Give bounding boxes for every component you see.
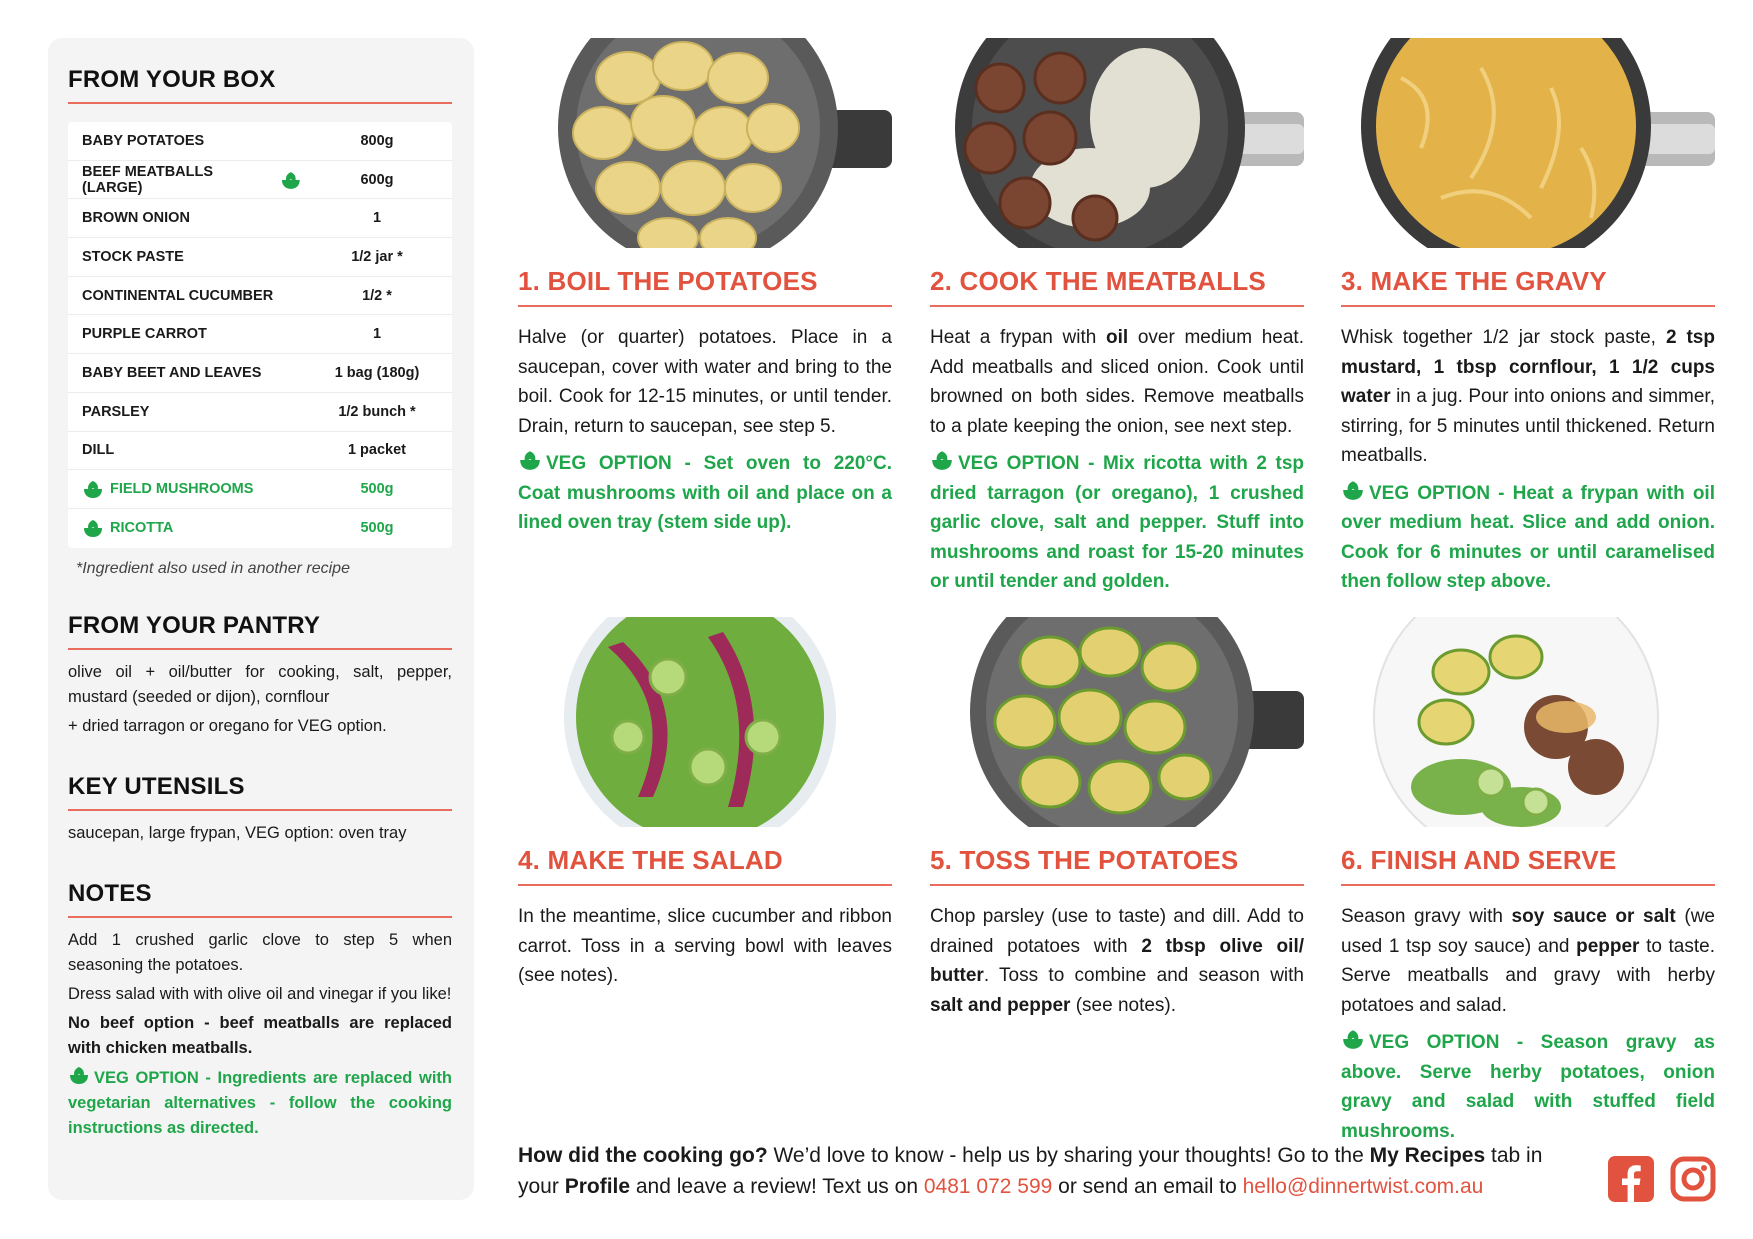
table-row [68,277,452,316]
ingredient-qty: 1/2 jar * [351,248,403,265]
table-row [68,354,452,393]
step-1 [518,38,892,538]
veg-leaf-icon [82,479,104,499]
step-2-veg-text: VEG OPTION - Mix ricotta with 2 tsp dried tarragon (or oregano), 1 crushed garlic clove, salt and pepper. Stuff into mushrooms and roast for 15-20 minutes or until tender and golden. [930,453,1304,592]
step-5-text-a: Chop parsley (use to taste) and dill. Add to drained potatoes with [930,906,1304,957]
step-6-text-c: (we used 1 tsp soy sauce) and [1341,906,1715,957]
table-row [68,509,452,548]
notes-section [68,880,452,1141]
ingredient-name: BABY BEET AND LEAVES [82,364,262,381]
pantry-text: olive oil + oil/butter for cooking, salt, pepper, mustard (seeded or dijon), cornflour [68,662,452,706]
step-1-text: Halve (or quarter) potatoes. Place in a saucepan, cover with water and bring to the boil. Cook for 12-15 minutes, or until tender. Drain, return to saucepan, see step 5. [518,327,892,437]
step-4-title: 4. MAKE THE SALAD [518,845,892,886]
step-2-text-c: over medium heat. Add meatballs and sliced onion. Cook until browned on both sides. Remove meatballs to a plate keeping the onion, see next step. [930,327,1304,437]
step-4 [518,617,892,991]
from-your-pantry-heading: FROM YOUR PANTRY [68,612,452,650]
veg-leaf-icon [280,170,302,190]
pantry-veg-text: + dried tarragon or oregano for VEG option. [68,716,387,735]
table-row [68,238,452,277]
ingredient-qty: 1 bag (180g) [334,364,420,381]
table-row [68,470,452,509]
table-row [68,161,452,200]
feedback-text-1: We’d love to know - help us by sharing your thoughts! Go to the [767,1144,1370,1167]
feedback-text-2: tab in your [518,1144,1543,1198]
step-3-veg-text: VEG OPTION - Heat a frypan with oil over medium heat. Slice and add onion. Cook for 6 minutes or until caramelised then follow step above. [1341,482,1715,592]
step-6-text [1341,902,1715,1020]
note-veg [68,1065,452,1141]
veg-leaf-icon [82,518,104,538]
table-row [68,315,452,354]
step-6-text-e: to taste. Serve meatballs and gravy with herby potatoes and salad. [1341,935,1715,1016]
step-2-text-a: Heat a frypan with [930,327,1106,348]
facebook-icon[interactable] [1608,1156,1654,1202]
veg-leaf-icon [68,1065,90,1085]
step-1-title: 1. BOIL THE POTATOES [518,266,892,307]
phone-link[interactable]: 0481 072 599 [923,1175,1053,1198]
ingredient-qty: 600g [360,171,394,188]
ingredient-name: PURPLE CARROT [82,326,207,343]
step-5-text-e: (see notes). [1070,994,1177,1016]
step-5-text-c: . Toss to combine and season with [983,965,1304,986]
step-3-text-c: in a jug. Pour into onions and simmer, stirring, for 5 minutes until thickened. Return meatballs. [1341,386,1715,466]
ingredient-qty: 1/2 bunch * [338,403,416,420]
ingredient-name: STOCK PASTE [82,248,184,265]
step-3-text-b: 2 tsp mustard, 1 tbsp cornflour, 1 1/2 cups water [1341,327,1715,407]
step-4-text: In the meantime, slice cucumber and ribbon carrot. Toss in a serving bowl with leaves (see notes). [518,906,892,986]
profile-link[interactable]: Profile [564,1175,631,1198]
step-3-title: 3. MAKE THE GRAVY [1341,266,1715,307]
note-dressing: Dress salad with with olive oil and vinegar if you like! [68,984,452,1003]
ingredient-qty: 800g [360,132,394,149]
step-3-text-a: Whisk together 1/2 jar stock paste, [1341,327,1666,348]
step-3-text [1341,323,1715,471]
veg-leaf-icon [930,449,954,471]
step-6 [1341,617,1715,1146]
step-5-title: 5. TOSS THE POTATOES [930,845,1304,886]
ingredient-name: RICOTTA [110,520,174,537]
utensils-text: saucepan, large frypan, VEG option: oven tray [68,823,407,842]
utensils-section [68,773,452,846]
step-5 [930,617,1304,1020]
step-5-text [930,902,1304,1020]
gravy-pan-image [1341,38,1715,248]
step-5-text-d: salt and pepper [930,994,1071,1016]
step-6-text-a: Season gravy with [1341,906,1512,927]
ingredient-name: PARSLEY [82,403,150,420]
ingredient-qty: 1 [372,210,382,227]
step-5-text-b: 2 tbsp olive oil/ butter [930,935,1304,986]
ingredient-qty: 1/2 * [362,287,392,304]
ingredient-name: FIELD MUSHROOMS [110,481,254,498]
note-garlic: Add 1 crushed garlic clove to step 5 when seasoning the potatoes. [68,930,452,974]
step-2-text [930,323,1304,441]
table-row [68,122,452,161]
footnote: *Ingredient also used in another recipe [76,559,350,577]
salad-bowl-image [518,617,892,827]
ingredient-name: BROWN ONION [82,210,190,227]
note-veg-text: VEG OPTION - Ingredients are replaced with vegetarian alternatives - follow the cooking instructions as directed. [68,1068,452,1137]
step-6-text-b: soy sauce or salt [1511,906,1676,927]
note-no-beef: No beef option - beef meatballs are replaced with chicken meatballs. [68,1013,452,1057]
step-2-text-b: oil [1106,327,1129,348]
boiled-potatoes-image [518,38,892,248]
step-1-veg-text: VEG OPTION - Set oven to 220°C. Coat mushrooms with oil and place on a lined oven tray (stem side up). [518,453,892,533]
step-6-veg [1341,1028,1715,1146]
ingredient-qty: 500g [360,520,394,537]
herby-potatoes-image [930,617,1304,827]
table-row [68,199,452,238]
veg-leaf-icon [518,449,542,471]
ingredient-qty: 500g [360,481,394,498]
feedback-question: How did the cooking go? [518,1144,768,1167]
ingredient-name: DILL [82,442,115,459]
step-2 [930,38,1304,597]
table-row [68,432,452,471]
feedback-message [518,1140,1578,1202]
step-1-veg [518,449,892,538]
feedback-text-3: and leave a review! Text us on [630,1175,924,1198]
ingredient-name: CONTINENTAL CUCUMBER [82,287,274,304]
notes-heading: NOTES [68,880,452,918]
ingredients-table [68,122,452,548]
key-utensils-heading: KEY UTENSILS [68,773,452,811]
step-6-title: 6. FINISH AND SERVE [1341,845,1715,886]
step-2-veg [930,449,1304,597]
step-6-text-d: pepper [1576,935,1640,957]
step-3 [1341,38,1715,597]
ingredient-qty: 1 packet [347,442,407,459]
pantry-section [68,612,452,739]
step-6-veg-text: VEG OPTION - Season gravy as above. Serve herby potatoes, onion gravy and salad with stuffed field mushrooms. [1341,1032,1715,1142]
ingredient-name: BEEF MEATBALLS (LARGE) [82,163,214,196]
step-2-title: 2. COOK THE MEATBALLS [930,266,1304,307]
meatballs-pan-image [930,38,1304,248]
ingredient-qty: 1 [372,326,382,343]
veg-leaf-icon [1341,1028,1365,1050]
ingredients-sidebar [48,38,474,1200]
table-row [68,393,452,432]
veg-leaf-icon [1341,479,1365,501]
from-your-box-heading: FROM YOUR BOX [68,66,452,104]
step-3-veg [1341,479,1715,597]
my-recipes-link[interactable]: My Recipes [1369,1144,1486,1167]
email-link[interactable]: hello@dinnertwist.com.au [1242,1175,1484,1198]
plated-meal-image [1341,617,1715,827]
feedback-text-4: or send an email to [1052,1175,1243,1198]
ingredient-name: BABY POTATOES [82,132,205,149]
instagram-icon[interactable] [1670,1156,1716,1202]
